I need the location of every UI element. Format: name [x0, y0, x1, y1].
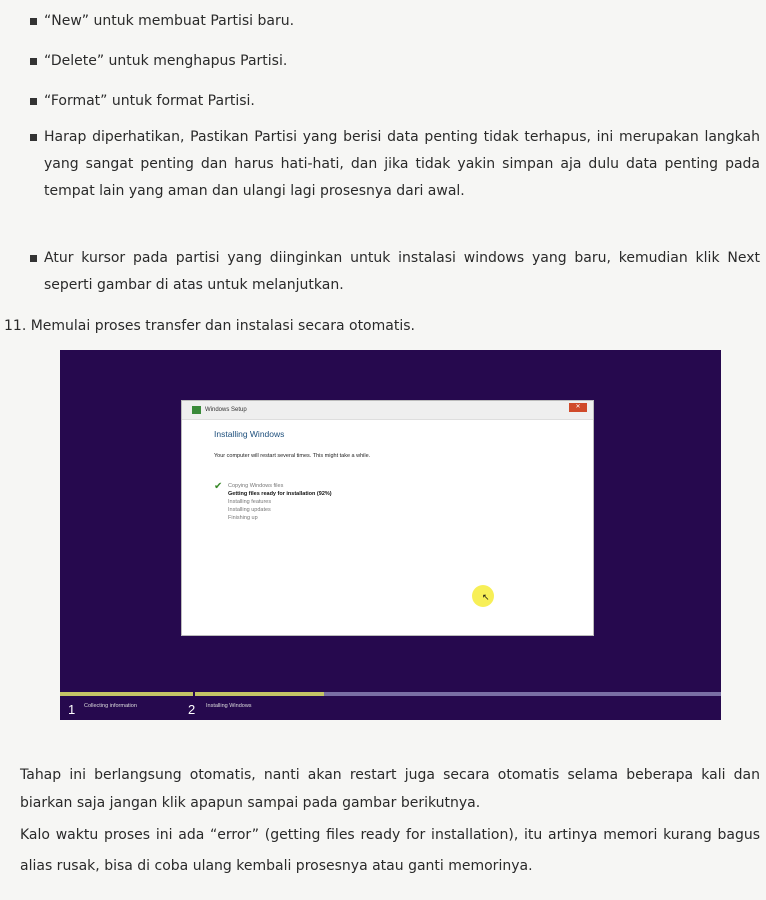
mouse-cursor-icon: ↖: [482, 592, 490, 602]
setup-dialog: [181, 400, 594, 636]
bullet-square-icon: [30, 134, 37, 141]
dialog-title: Windows Setup: [205, 407, 247, 413]
bullet-text: Atur kursor pada partisi yang diinginkan untuk instalasi windows yang baru, kemudian klik Next seperti gambar di atas untuk melanjutkan.: [44, 250, 760, 293]
bullet-square-icon: [30, 98, 37, 105]
bullet-text: Harap diperhatikan, Pastikan Partisi yang berisi data penting tidak terhapus, ini merupakan langkah yang sangat penting dan harus hati-hati, dan jika tidak yakin simpan aja dulu data penting pada tempat lain yang aman dan ulangi lagi prosesnya dari awal.: [44, 129, 760, 199]
paragraph: Kalo waktu proses ini ada “error” (getting files ready for installation), itu artinya memori kurang bagus alias rusak, bisa di coba ulang kembali prosesnya atau ganti memorinya.: [20, 827, 760, 874]
bullet-text: “Delete” untuk menghapus Partisi.: [44, 53, 288, 69]
checkmark-icon: ✔: [214, 481, 223, 492]
setup-progress-bar: [60, 692, 721, 696]
task-item-current: Getting files ready for installation (92%): [228, 491, 332, 497]
bullet-square-icon: [30, 58, 37, 65]
bullet-item: [24, 48, 760, 75]
bullet-text: “New” untuk membuat Partisi baru.: [44, 13, 295, 29]
bullet-item: [24, 88, 760, 115]
task-item: Copying Windows files: [228, 483, 284, 489]
stage-label: Collecting information: [84, 703, 137, 709]
bullet-text: “Format” untuk format Partisi.: [44, 93, 255, 109]
task-item: Installing updates: [228, 507, 271, 513]
dialog-titlebar: [182, 401, 593, 420]
installer-screenshot: [60, 350, 721, 720]
bullet-square-icon: [30, 255, 37, 262]
installing-heading: Installing Windows: [214, 429, 285, 439]
stage-number: 1: [68, 702, 76, 717]
task-item: Installing features: [228, 499, 272, 505]
close-button[interactable]: ✕: [569, 403, 587, 412]
stage-number: 2: [188, 702, 196, 717]
windows-setup-icon: [192, 406, 201, 414]
task-item: Finishing up: [228, 515, 258, 521]
restart-note: Your computer will restart several times. This might take a while.: [214, 453, 371, 459]
bullet-item: [24, 8, 760, 35]
bullet-square-icon: [30, 18, 37, 25]
bullet-item: [24, 124, 760, 205]
step-heading: 11. Memulai proses transfer dan instalasi secara otomatis.: [4, 318, 415, 334]
stage-label: Installing Windows: [206, 703, 252, 709]
bullet-item: [24, 245, 760, 299]
paragraph: Tahap ini berlangsung otomatis, nanti akan restart juga secara otomatis selama beberapa kali dan biarkan saja jangan klik apapun sampai pada gambar berikutnya.: [20, 767, 760, 811]
